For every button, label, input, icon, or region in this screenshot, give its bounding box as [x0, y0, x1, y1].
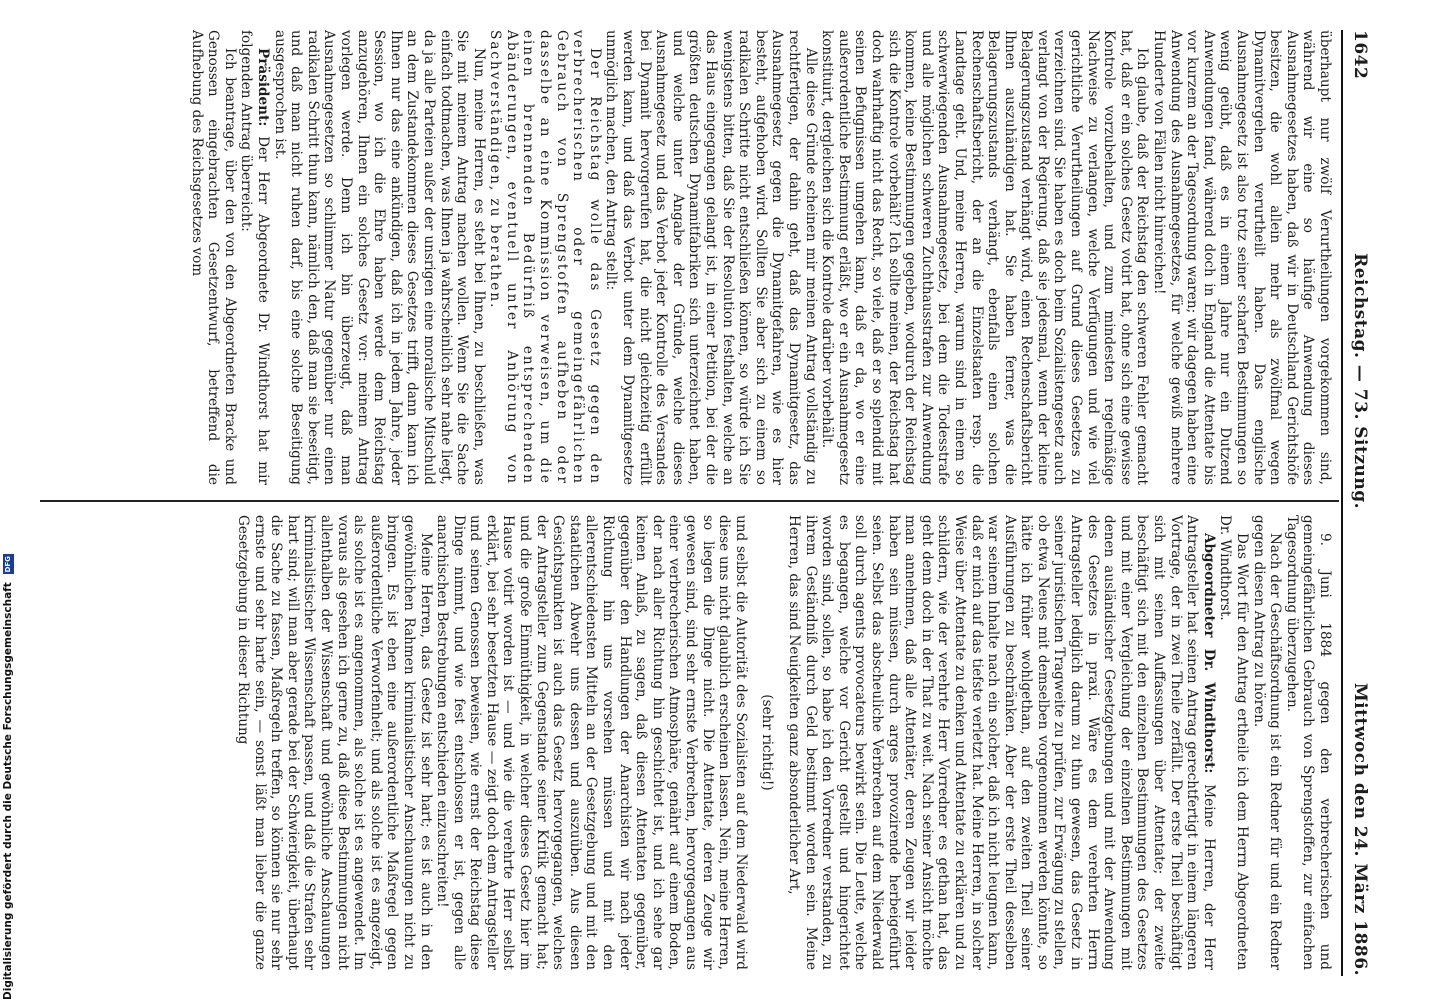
page-date: Mittwoch den 24. März 1886.	[1350, 682, 1370, 976]
speaker-name: Abgeordneter Dr. Windthorst:	[1200, 533, 1217, 774]
left-column-paragraph	[238, 30, 271, 485]
right-column-paragraph: (sehr richtig!)	[759, 694, 776, 791]
page-number: 1642	[1350, 30, 1370, 80]
left-column-paragraph: Ich beantrage, über den von den Abgeordneten Bracke und Genossen eingebrachten Gesetzentwurf, betreffend die Aufhebung des Reichsgesetzes vom	[188, 30, 238, 485]
digitization-credit	[0, 0, 16, 1000]
paragraph-text: Der Herr Abgeordnete Dr. Windthorst hat mir folgenden Antrag überreicht:	[238, 30, 271, 485]
right-column	[12, 515, 1333, 970]
right-column-paragraph: und selbst die Autorität des Sozialisten auf dem Niederwald wird diese uns nicht glaublich erscheinen lassen. Nein, meine Herren, so liegen die Dinge nicht. Die Attentate, deren Zeuge wir gewesen sind, sind sehr ernste Verbrechen, hervorgegangen aus einer verbrecherischen Atmosphäre, genährt auf einem Boden, der nach aller Richtung hin geschichtet ist, und ich sehe gar keinen Anlaß, zu sagen, daß diesen Attentaten gegenüber, gegenüber den Handlungen der Anarchisten wir nach jeder Richtung hin uns vorsehen müssen und mit den allerentschiedensten Mitteln an der Gesetzgebung und mit den staatlichen Abwehr uns dessen und auszuüben. Aus diesen Gesichtspunkten ist auch das Gesetz hervorgegangen, welches der Antragsteller zum Gegenstande seiner Kritik gemacht hat; und die große Einmüthigkeit, in welcher dieses Gesetz hier im Hause votirt worden ist — und wie die verehrte Herr selbst erklärt, bei sehr besetzten Hause — zeigt doch dem Antragsteller und seinen Genossen beweisen, wie ernst der Reichstag diese Dinge nimmt, und wie fest entschlossen er ist, gegen alle anarchischen Bestrebungen entschieden einzuschreiten!	[434, 515, 749, 970]
left-column-paragraph: Nun, meine Herren, es steht bei Ihnen, zu beschließen, was Sie mit meinem Antrag machen wollen. Wenn Sie die Sache einfach todtmachen, was Ihnen ja wahrscheinlich sehr nahe liegt, da ja alle Parteien außer der unsrigen eine moralische Mitschuld an dem Zustandekommen dieses Gesetzes trifft, dann kann ich Ihnen nur das eine ankündigen, daß ich in jedem Jahre, jeder Session, wo ich die Ehre haben werde dem Reichstag anzugehören, Ihnen ein solches Gesetz vor: meinem Antrag vorlegen werde. Denn ich bin überzeugt, daß man Ausnahmegesetzen so schlimmer Natur gegenüber nur einen radikalen Schritt thun kann, nämlich den, daß man sie beseitigt, und daß man nicht ruhen darf, bis eine solche Beseitigung ausgesprochen ist.	[271, 30, 487, 485]
right-column-paragraph: Meine Herren, das Gesetz ist sehr hart; es ist auch in den gewöhnlichen Rahmen kriminalistischer Anschauungen nicht zu bringen. Es ist eben eine außerordentliche Maßregel gegen außerordentliche Verworfenheit; und als solche ist es angezeigt, als solche ist es angenommen, als solche ist es angewendet. Im voraus als gesehen ich gerne zu, daß diese Bestimmungen nicht allenthalben der Wissenschaft und gewöhnliche Anschauungen kriminalistischer Wissenschaft passen, und daß die Strafen sehr hart sind; will man aber gerade bei der Schwierigkeit, überhaupt die Sache zu fassen, Maßregeln treffen, so können sie nur sehr ernste und sehr harte sein, — sonst läßt man lieber die ganze Gesetzgebung in dieser Richtung	[235, 515, 434, 970]
page-title: Reichstag. — 73. Sitzung.	[1350, 253, 1370, 510]
right-column-paragraph: Das Wort für den Antrag ertheile ich dem Herrn Abgeordneten Dr. Windthorst.	[1217, 515, 1251, 970]
header-rule	[1341, 30, 1343, 976]
page-header	[1347, 30, 1373, 976]
left-column-paragraph: überhaupt nur zwölf Verurtheilungen vorgekommen sind, während wir eine so häufige Anwendung dieses Ausnahmegesetzes haben, daß wir in Deutschland Gerichtshöfe besitzen, die wohl allein mehr als zwölfmal wegen Dynamitvergehen verurtheilt haben. Das englische Ausnahmegesetz ist also trotz seiner scharfen Bestimmungen so wenig geübt, daß es in einem Jahre nur ein Dutzend Anwendungen fand, während doch in England die Attentate bis vor kurzem an der Tagesordnung waren; wir dagegen haben eine Anwendung des Ausnahmegesetzes, für welche gewiß mehrere Hunderte von Fällen nicht hinreichen!	[1151, 30, 1333, 485]
right-column-paragraph	[785, 515, 1216, 970]
paragraph-text: Meine Herren, der Herr Antragsteller hat seinen Antrag gerechtfertigt in einem längeren Vortrage, der in zwei Theile zerfällt. Der erste Theil beschäftigt sich mit seinen Auffassungen über Attentate; der zweite beschäftigt sich mit den einzelnen Bestimmungen des Gesetzes und mit einer Vergleichung der einzelnen Bestimmungen mit denen ausländischer Gesetzgebungen und mit der Anwendung des Gesetzes in praxi. Wäre es dem verehrten Herrn Antragsteller lediglich darum zu thun gewesen, das Gesetz in seiner juristischen Tragweite zu prüfen, zur Erwägung zu stellen, ob etwa Neues mit demselben vorgenommen werden könnte, so hätte ich früher wohlgethan, auf den zweiten Theil seiner Ausführungen zu beschränken. Aber der erste Theil desselben war seinem Inhalte nach ein solcher, daß ich nicht leugnen kann, daß er mich auf das tiefste verletzt hat. Meine Herren, in solcher Weise über Attentate zu denken und Attentate zu erklären und zu schildern, wie der verehrte Herr Vorredner es gethan hat, das geht denn doch in der That zu weit. Nach seiner Ansicht möchte man annehmen, daß alle Attentäter, deren Zeugen wir leider haben sein müssen, durch arges provozirende herbeigeführt seien. Selbst das abscheuliche Verbrechen auf dem Niederwald soll durch agents provocateurs bewirkt sein. Die Leute, welche es begangen, welche vor Gericht gestellt und hingerichtet worden sind, sollen, so habe ich den Vorredner verstanden, zu ihrem Geständniß durch Geld bestimmt worden sein. Meine Herren, das sind Neuigkeiten ganz absonderlicher Art,	[786, 515, 1217, 970]
speaker-name: Präsident:	[255, 48, 271, 127]
dfg-logo-icon: DFG	[4, 556, 12, 573]
left-column-paragraph: Der Reichstag wolle das Gesetz gegen den verbrecherischen oder gemeingefährlichen Gebrauch von Sprengstoffen aufheben oder dasselbe an eine Kommission verweisen, um die einen brennenden Bedürfniß entsprechenden Abänderungen, eventuell unter Anhörung von Sachverständigen, zu berathen.	[487, 30, 603, 485]
column-divider	[40, 500, 1339, 502]
credit-text: Digitalisierung gefördert durch die Deutsche Forschungsgemeinschaft	[2, 582, 14, 1000]
right-column-paragraph: Nach der Geschäftsordnung ist ein Redner für und ein Redner gegen diesen Antrag zu hören.	[1250, 515, 1284, 970]
left-column	[12, 30, 1333, 485]
left-column-paragraph: Ich glaube, daß der Reichstag den schweren Fehler gemacht hat, daß er ein solches Gesetz votirt hat, ohne sich eine gewisse Kontrole vorzubehalten, und zum mindesten regelmäßige Nachweise zu verlangen, welche Verfügungen und wie viel gerichtliche Verurtheilungen auf Grund dieses Gesetzes zu verzeichnen sind. Sie haben es doch beim Sozialistengesetz auch verlangt von der Regierung, daß sie jedesmal, wenn der kleine Belagerungszustand verhängt wird, einen Rechenschaftsbericht Ihnen auszuhändigen hat. Sie haben ferner, was die Belagerungszustands verhängt, ebenfalls einen solchen Rechenschaftsbericht, der an die Einzelstaaten resp. die Landtage geht. Und, meine Herren, warum sind in einem so schwerwiegenden Ausnahmegesetze, bei dem die Todesstrafe und alle möglichen schweren Zuchthausstrafen zur Anwendung kommen, keine Bestimmungen gegeben, wodurch der Reichstag sich die Kontrole vorbehält? Ich sollte meinen, der Reichstag hat doch wahrhaftig nicht das Recht, so viele, daß er so splendid mit seinen Befugnissen umgehen kann, daß er da, wo er eine außerordentliche Bestimmung erläßt, wo er ein Ausnahmegesetz konstituirt, dergleichen sich die Kontrole darüber vorbehält.	[819, 30, 1151, 485]
left-column-paragraph: Alle diese Gründe scheinen mir meinen Antrag vollständig zu rechtfertigen, der dahin geht, daß das Dynamitgesetz, das Ausnahmegesetz gegen die Dynamitgefahren, wie es hier besteht, aufgehoben wird. Sollten Sie aber sich zu einem so radikalen Schritte nicht entschließen können, so würde ich Sie wenigstens bitten, daß Sie der Resolution festhalten, welche an das Haus eingegangen gelangt ist, in einer Petition, bei der die größten deutschen Dynamitfabriken sich unterzeichnet haben, und welche unter Angabe der Gründe, welche dieses Ausnahmegesetz und das Verbot jeder Kontrolle des Versandes bei Dynamit hervorgerufen hat, die nicht gleichzeitig erfüllt werden kann, und daß das Verbot unter dem Dynamitgesetze unmöglich machen, den Antrag stellt:	[603, 30, 819, 485]
right-column-paragraph: 9. Juni 1884 gegen den verbrecherischen und gemeingefährlichen Gebrauch von Sprengstoffen, zur einfachen Tagesordnung überzugehen.	[1283, 515, 1333, 970]
